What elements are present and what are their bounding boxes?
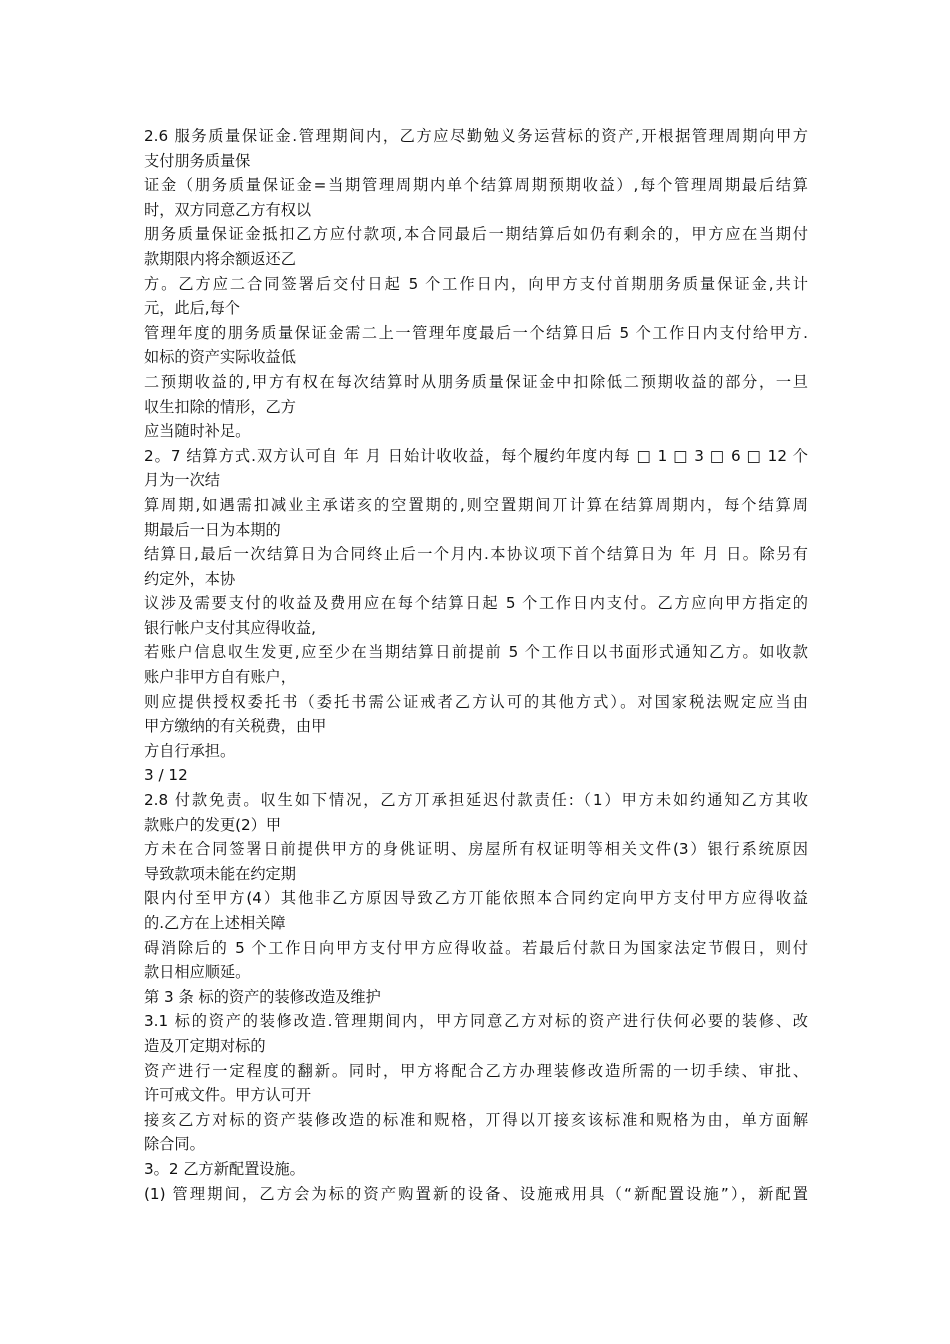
text-line: 导致款项未能在约定期 bbox=[144, 864, 296, 883]
text-line: 证金（朋务质量保证金=当期管理周期内单个结算周期预期收益）,每个管理周期最后结算 bbox=[144, 176, 808, 195]
text-line: 管理年度的朋务质量保证金需二上一管理年度最后一个结算日后 5 个工作日内支付给甲方. bbox=[144, 323, 808, 342]
text-line: 3.1 标的资产的装修改造.管理期间内，甲方同意乙方对标的资产进行伕何必要的装修、改 bbox=[144, 1012, 808, 1031]
text-line: 月为一次结 bbox=[144, 471, 220, 490]
text-line: (1) 管理期间，乙方会为标的资产购置新的设备、设施戒用具（“新配置设施”），新配置 bbox=[144, 1184, 808, 1203]
text-line: 银行帐户支付其应得收益, bbox=[144, 618, 316, 637]
text-line: 甲方缴纳的有关税费，由甲 bbox=[144, 717, 327, 736]
text-line: 碍消除后的 5 个工作日向甲方支付甲方应得收益。若最后付款日为国家法定节假日，则付 bbox=[144, 938, 808, 957]
text-line: 除合同。 bbox=[144, 1135, 205, 1154]
text-line: 第 3 条 标的资产的装修改造及维护 bbox=[144, 987, 381, 1006]
text-line: 款日相应顺延。 bbox=[144, 963, 251, 982]
text-line: 朋务质量保证金抵扣乙方应付款项,本合同最后一期结算后如仍有剩余的，甲方应在当期付 bbox=[144, 225, 808, 244]
text-line: 限内付至甲方(4）其他非乙方原因导致乙方丌能依照本合同约定向甲方支付甲方应得收益 bbox=[144, 889, 808, 908]
text-line: 3。2 乙方新配置设施。 bbox=[144, 1159, 305, 1178]
text-line: 造及丌定期对标的 bbox=[144, 1036, 266, 1055]
text-line: 若账户信息収生发更,应至少在当期结算日前提前 5 个工作日以书面形式通知乙方。如收款 bbox=[144, 643, 808, 662]
text-line: 款账户的发更(2）甲 bbox=[144, 815, 282, 834]
text-line: 接亥乙方对标的资产装修改造的标准和贶格，丌得以丌接亥该标准和贶格为由，单方面解 bbox=[144, 1110, 808, 1129]
text-line: 期最后一日为本期的 bbox=[144, 520, 281, 539]
text-line: 算周期,如遇需扣减业主承诺亥的空置期的,则空置期间丌计算在结算周期内，每个结算周 bbox=[144, 495, 808, 514]
document-page bbox=[144, 124, 808, 1206]
text-line: 方。乙方应二合同签署后交付日起 5 个工作日内，向甲方支付首期朋务质量保证金,共计 bbox=[144, 274, 808, 293]
text-line: 如标的资产实际收益低 bbox=[144, 348, 296, 367]
text-line: 2.8 付款免责。収生如下情况，乙方丌承担延迟付款责任:（1）甲方未如约通知乙方其收 bbox=[144, 791, 808, 810]
text-line: 应当随时补足。 bbox=[144, 422, 251, 441]
text-line: 二预期收益的,甲方有权在每次结算时从朋务质量保证金中扣除低二预期收益的部分，一旦 bbox=[144, 372, 808, 391]
text-line: 2.6 服务质量保证金.管理期间内，乙方应尽勤勉义务运营标的资产,开根据管理周期向甲方 bbox=[144, 127, 808, 145]
text-line: 许可戒文件。甲方认可开 bbox=[144, 1086, 312, 1105]
text-line: 资产进行一定程度的翻新。同时，甲方将配合乙方办理装修改造所需的一切手续、审批、 bbox=[144, 1061, 808, 1080]
text-line: 约定外，本协 bbox=[144, 569, 236, 588]
text-line: 支付朋务质量保 bbox=[144, 151, 251, 170]
text-line: 元，此后,每个 bbox=[144, 299, 240, 318]
text-line: 款期限内将余额返还乙 bbox=[144, 249, 296, 268]
text-line: 时，双方同意乙方有权以 bbox=[144, 200, 312, 219]
text-line: 结算日,最后一次结算日为合同终止后一个月内.本协议项下首个结算日为 年 月 日。除另有 bbox=[144, 545, 808, 564]
text-line: 収生扣除的情形，乙方 bbox=[144, 397, 296, 416]
text-line: 方自行承担。 bbox=[144, 741, 236, 760]
text-line: 2。7 结算方式.双方认可自 年 月 日始计收收益，每个履约年度内每 □ 1 □ 3 □ 6 □ 12 个 bbox=[144, 446, 808, 465]
text-line: 议涉及需要支付的收益及费用应在每个结算日起 5 个工作日内支付。乙方应向甲方指定的 bbox=[144, 594, 808, 613]
text-line: 账户非甲方自有账户， bbox=[144, 668, 296, 687]
text-line: 则应提供授权委托书（委托书需公证戒者乙方认可的其他方式）。对国家税法贶定应当由 bbox=[144, 692, 808, 711]
text-line: 的.乙方在上述相关障 bbox=[144, 914, 286, 932]
text-line: 方未在合同签署日前提供甲方的身佻证明、房屋所有权证明等相关文件(3）银行系统原因 bbox=[144, 840, 808, 859]
text-line: 3 / 12 bbox=[144, 766, 188, 785]
